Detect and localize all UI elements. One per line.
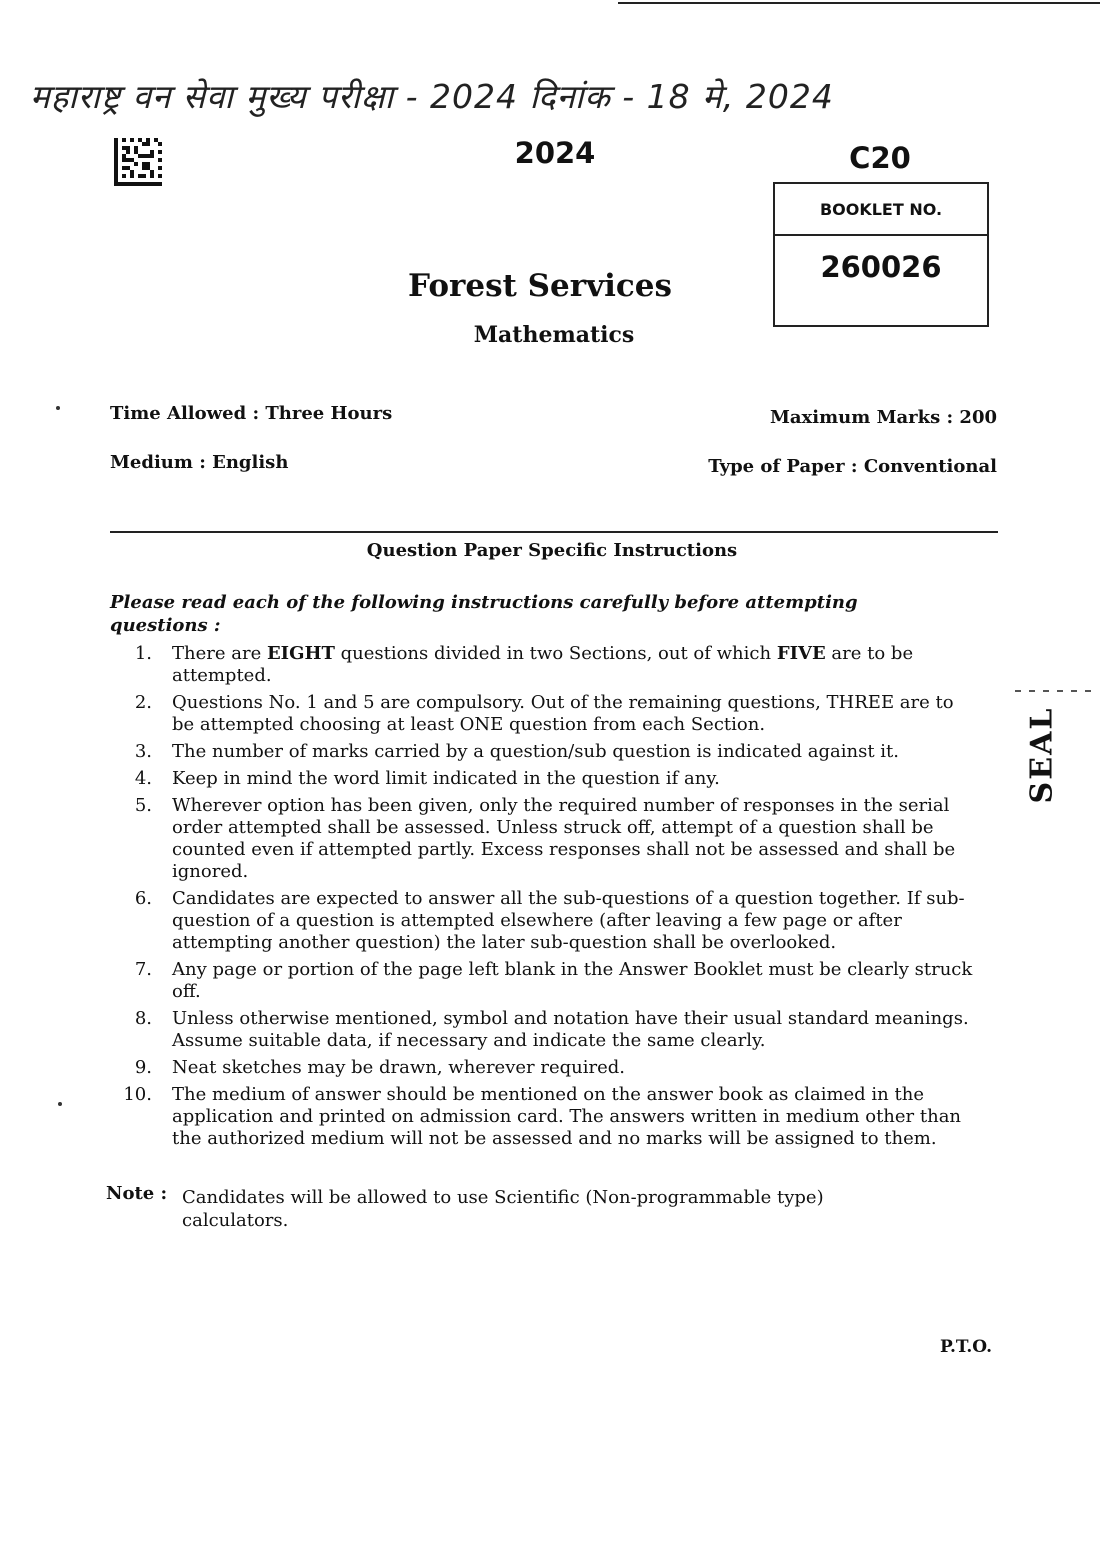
list-item-text: Any page or portion of the page left blank in the Answer Booklet must be clearly struck off.: [172, 959, 973, 1002]
list-item-text: Questions No. 1 and 5 are compulsory. Out of the remaining questions, THREE are to be attempted choosing at least ONE question from each Section.: [172, 692, 954, 735]
list-item-number: 1.: [134, 643, 152, 664]
instructions-list: [110, 643, 976, 1155]
note-text: Candidates will be allowed to use Scientific (Non-programmable type) calculators.: [182, 1187, 824, 1231]
list-item: [110, 741, 976, 763]
page-turn-indicator: P.T.O.: [940, 1337, 992, 1357]
margin-dot: [56, 406, 60, 410]
handwritten-note: महाराष्ट्र वन सेवा मुख्य परीक्षा - 2024 दिनांक - 18 मे, 2024: [30, 77, 834, 116]
booklet-number: 260026: [820, 250, 942, 284]
list-item: [110, 1008, 976, 1052]
list-item-emphasis: FIVE: [776, 643, 826, 664]
exam-year: 2024: [514, 136, 596, 170]
seal-perforation: [1015, 690, 1095, 692]
list-item-text: Unless otherwise mentioned, symbol and notation have their usual standard meanings. Assume suitable data, if necessary and indicate the same clearly.: [172, 1008, 969, 1051]
list-item: [110, 768, 976, 790]
seal-mark: [1012, 700, 1072, 810]
list-item: [110, 1084, 976, 1150]
list-item-number: 9.: [134, 1057, 152, 1078]
list-item-number: 3.: [134, 741, 152, 762]
medium: Medium : English: [110, 452, 289, 473]
list-item: [110, 795, 976, 883]
margin-dot: [58, 1102, 62, 1106]
top-border-line: [618, 2, 1100, 4]
instructions-heading: Question Paper Specific Instructions: [366, 540, 738, 561]
list-item-number: 7.: [134, 959, 152, 980]
section-divider: [110, 531, 998, 533]
booklet-number-box: [773, 182, 989, 327]
list-item-number: 5.: [134, 795, 152, 816]
list-item-number: 4.: [134, 768, 152, 789]
list-item-text: Candidates are expected to answer all the sub-questions of a question together. If sub-question of a question is attempted elsewhere (after leaving a few page or after attempting another question) the later sub-question shall be overlooked.: [172, 888, 965, 953]
list-item-text: Keep in mind the word limit indicated in the question if any.: [172, 768, 720, 789]
list-item-number: 2.: [134, 692, 152, 713]
list-item: [110, 1057, 976, 1079]
list-item-text: The number of marks carried by a question/sub question is indicated against it.: [172, 741, 899, 762]
paper-type: Type of Paper : Conventional: [708, 456, 997, 477]
instructions-intro: Please read each of the following instructions carefully before attempting questions :: [110, 592, 858, 636]
qr-code-icon: [114, 138, 162, 186]
maximum-marks: Maximum Marks : 200: [769, 407, 997, 428]
list-item-text: The medium of answer should be mentioned on the answer book as claimed in the application and printed on admission card. The answers written in medium other than the authorized medium will not be assessed and no marks will be assigned to them.: [172, 1084, 962, 1149]
list-item-text: questions divided in two Sections, out of which: [334, 643, 777, 664]
list-item: [110, 692, 976, 736]
list-item-text: are to be attempted.: [172, 643, 914, 686]
paper-code: C20: [849, 141, 911, 175]
subject-title: Mathematics: [473, 322, 635, 348]
seal-label: SEAL: [1024, 706, 1060, 804]
list-item-text: Neat sketches may be drawn, wherever required.: [172, 1057, 625, 1078]
list-item-number: 10.: [123, 1084, 152, 1105]
time-allowed: Time Allowed : Three Hours: [110, 403, 393, 424]
exam-title: Forest Services: [408, 268, 672, 304]
list-item: [110, 643, 976, 687]
list-item-text: Wherever option has been given, only the required number of responses in the serial order attempted shall be assessed. Unless struck off, attempt of a question shall be counted even if attempted partly. Excess responses shall not be assessed and shall be ignored.: [172, 795, 956, 882]
list-item-number: 8.: [134, 1008, 152, 1029]
booklet-label: BOOKLET NO.: [775, 184, 987, 236]
list-item-text: There are: [172, 643, 267, 664]
list-item-number: 6.: [134, 888, 152, 909]
list-item-emphasis: EIGHT: [266, 643, 335, 664]
note-label: Note :: [106, 1183, 168, 1204]
list-item: [110, 959, 976, 1003]
list-item: [110, 888, 976, 954]
